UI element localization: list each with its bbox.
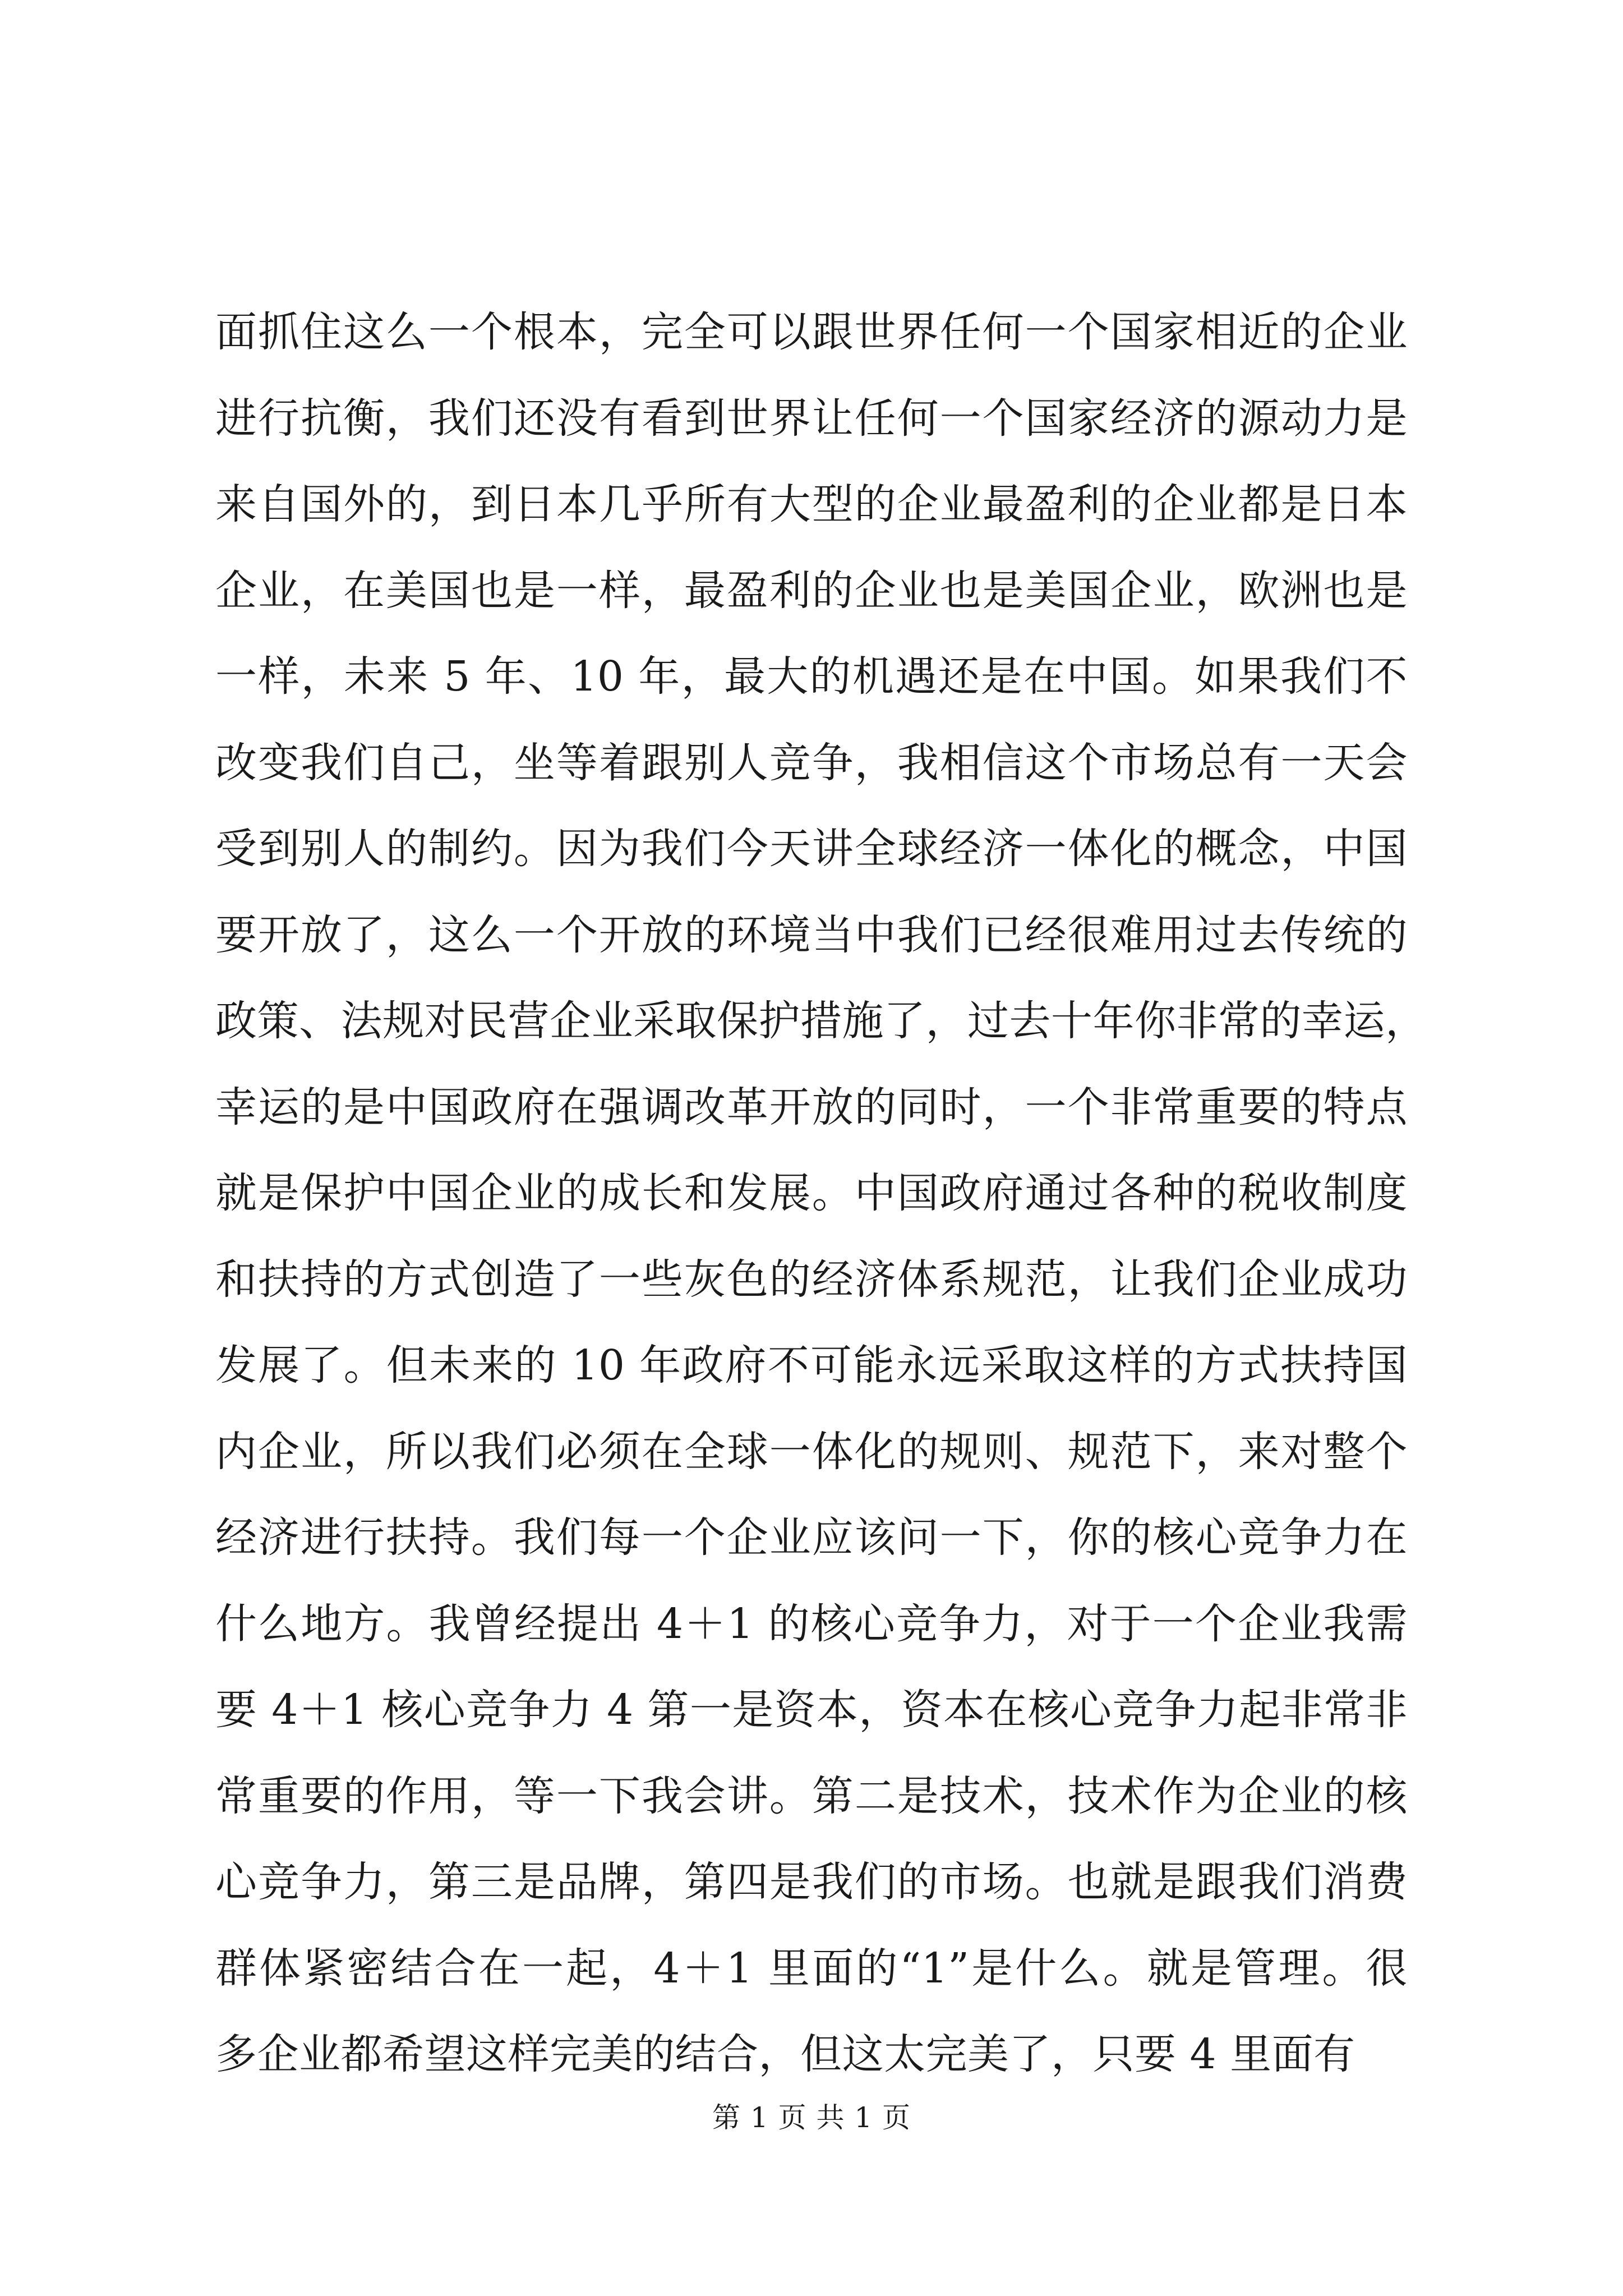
page-number-footer: 第 1 页 共 1 页	[712, 2101, 911, 2134]
text-line: 和扶持的方式创造了一些灰色的经济体系规范，让我们企业成功	[215, 1255, 1408, 1304]
text-line: 常重要的作用，等一下我会讲。第二是技术，技术作为企业的核	[215, 1772, 1408, 1820]
text-line: 来自国外的，到日本几乎所有大型的企业最盈利的企业都是日本	[215, 480, 1408, 528]
text-line: 经济进行扶持。我们每一个企业应该问一下，你的核心竞争力在	[215, 1513, 1408, 1562]
text-line: 进行抗衡，我们还没有看到世界让任何一个国家经济的源动力是	[215, 394, 1408, 443]
text-line: 群体紧密结合在一起，4＋1 里面的“1”是什么。就是管理。很	[215, 1944, 1408, 1993]
body-text	[215, 289, 1427, 2098]
text-line: 内企业，所以我们必须在全球一体化的规则、规范下，来对整个	[215, 1427, 1408, 1476]
text-line: 面抓住这么一个根本，完全可以跟世界任何一个国家相近的企业	[215, 308, 1408, 356]
text-line: 要 4＋1 核心竞争力 4 第一是资本，资本在核心竞争力起非常非	[215, 1686, 1408, 1734]
text-line: 受到别人的制约。因为我们今天讲全球经济一体化的概念，中国	[215, 825, 1408, 873]
text-line: 就是保护中国企业的成长和发展。中国政府通过各种的税收制度	[215, 1169, 1408, 1217]
text-line: 幸运的是中国政府在强调改革开放的同时，一个非常重要的特点	[215, 1083, 1408, 1131]
text-line: 一样，未来 5 年、10 年，最大的机遇还是在中国。如果我们不	[215, 652, 1408, 701]
text-line: 要开放了，这么一个开放的环境当中我们已经很难用过去传统的	[215, 910, 1408, 959]
text-line: 什么地方。我曾经提出 4＋1 的核心竞争力，对于一个企业我需	[215, 1599, 1408, 1648]
text-line: 发展了。但未来的 10 年政府不可能永远采取这样的方式扶持国	[215, 1341, 1408, 1389]
text-line: 心竞争力，第三是品牌，第四是我们的市场。也就是跟我们消费	[215, 1858, 1408, 1906]
text-line: 多企业都希望这样完美的结合，但这太完美了，只要 4 里面有	[215, 2030, 1355, 2078]
text-line: 企业，在美国也是一样，最盈利的企业也是美国企业，欧洲也是	[215, 566, 1408, 615]
text-line: 政策、法规对民营企业采取保护措施了，过去十年你非常的幸运，	[215, 997, 1427, 1045]
text-line: 改变我们自己，坐等着跟别人竞争，我相信这个市场总有一天会	[215, 738, 1408, 787]
